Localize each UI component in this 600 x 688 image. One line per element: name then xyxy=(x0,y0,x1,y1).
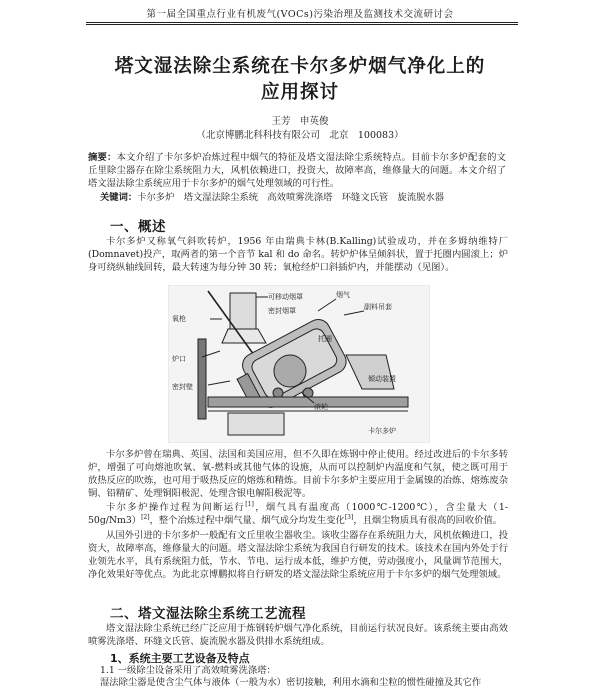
section-1-paragraph-2: 卡尔多炉曾在瑞典、英国、法国和美国应用，但不久即在炼钢中停止使用。经过改进后的卡尔多转炉，增强了可向熔池吹氧、氧-燃料或其他气体的设施，从而可以控制炉内温度和气氛，使之既可用于放热反应的吹炼，也可用于吸热反应的熔炼和精炼。目前卡尔多炉主要应用于金属镍的冶炼、熔炼废杂铜、铅精矿、处理铜阳极泥、处理含银电解阳极泥等。 xyxy=(88,449,508,499)
section-1-paragraph-3 xyxy=(88,501,508,527)
callout-sealing-wall: 密封壁 xyxy=(172,383,193,391)
paper-title-line-2: 应用探讨 xyxy=(260,82,339,103)
callout-furnace-mouth: 炉口 xyxy=(172,355,186,363)
callout-flue-gas: 烟气 xyxy=(336,291,350,299)
abstract-label: 摘要： xyxy=(88,152,117,163)
section-1-paragraph-4: 从国外引进的卡尔多炉一般配有文丘里收尘器收尘。该收尘器存在系统阻力大，风机依赖进口，投资大，故障率高，维修量大的问题。塔文湿法除尘系统为我国自行研发的技术。该技术在国内外处于行业领先水平，具有系统阻力低，节水、节电、运行成本低，维护方便，劳动强度小，风量调节范围大，净化效果好等优点。为此北京博鹏拟将自行研发的塔文湿法除尘系统应用于卡尔多炉的烟气处理领域。 xyxy=(88,530,508,580)
paper-title-line-1: 塔文湿法除尘系统在卡尔多炉烟气净化上的 xyxy=(114,56,486,77)
header-rule-double xyxy=(86,24,518,25)
authors: 王芳 申英俊 xyxy=(271,116,329,127)
header-rule xyxy=(86,22,518,23)
p3-text-b: ，烟气具有温度高（1000℃-1200℃），含尘量大（1-50g/Nm3） xyxy=(88,502,508,526)
kaldo-furnace-diagram xyxy=(168,285,430,443)
p3-text-a: 卡尔多炉操作过程为间断运行 xyxy=(106,502,246,513)
figure-caption: 卡尔多炉 xyxy=(368,427,396,435)
subsection-1-heading: 1、系统主要工艺设备及特点 xyxy=(110,652,250,665)
citation-3: [3] xyxy=(344,513,354,521)
callout-sealed-hood: 密封烟罩 xyxy=(268,307,296,315)
callout-oxygen-lance: 氧枪 xyxy=(172,315,186,323)
keywords-label: 关键词： xyxy=(100,192,138,203)
citation-1: [1] xyxy=(245,500,254,508)
section-2-paragraph-1: 塔文湿法除尘系统已经广泛应用于炼钢转炉烟气净化系统，目前运行状况良好。该系统主要由高效喷雾洗涤塔、环缝文氏管、旋流脱水器及供排水系统组成。 xyxy=(88,623,508,647)
abstract-text: 本文介绍了卡尔多炉冶炼过程中烟气的特征及塔文湿法除尘系统特点。目前卡尔多炉配套的文丘里除尘器存在除尘系统阻力大，风机依赖进口，投资大，故障率高，维修量大的问题。本文介绍了塔文湿法除尘系统应用于卡尔多炉的烟气处理领域的可行性。 xyxy=(88,152,506,189)
callout-tilting-device: 倾动装置 xyxy=(368,375,396,383)
item-1-1-text: 湿法除尘器是使含尘气体与液体（一般为水）密切接触，利用水滴和尘粒的惯性碰撞及其它作 xyxy=(100,677,482,688)
section-1-paragraph-1: 卡尔多炉又称氧气斜吹转炉，1956 年由瑞典卡林(B.Kalling)试验成功，并在多姆纳维特厂(Domnavet)投产，取两者的第一个音节 kal 和 do 命名。转炉炉体呈倾斜状，置于托圈内圆滚上；炉身可绕纵轴线回转，最大转速为每分钟 30 转；氧枪经炉口斜插炉内，并能摆动（见图）。 xyxy=(88,236,508,273)
p3-text-c: ，整个冶炼过程中烟气量、烟气成分均发生变化 xyxy=(149,515,345,526)
p3-text-d: ，且烟尘物质具有很高的回收价值。 xyxy=(353,515,503,526)
section-1-heading: 一、概述 xyxy=(110,219,166,235)
section-2-heading: 二、塔文湿法除尘系统工艺流程 xyxy=(110,606,306,622)
keywords-text: 卡尔多炉 塔文湿法除尘系统 高效喷雾洗涤塔 环缝文氏管 旋流脱水器 xyxy=(137,192,445,203)
running-head: 第一届全国重点行业有机废气(VOCs)污染治理及监测技术交流研讨会 xyxy=(146,9,454,20)
citation-2: [2] xyxy=(141,513,150,521)
keywords xyxy=(100,191,520,204)
callout-trunnion-ring: 托圈 xyxy=(318,335,332,343)
item-1-1-heading: 1.1 一级除尘设备采用了高效喷雾洗涤塔： xyxy=(100,665,276,676)
affiliation: （北京博鹏北科科技有限公司 北京 100083） xyxy=(196,130,404,141)
abstract xyxy=(88,151,506,190)
kaldo-furnace-figure xyxy=(168,285,430,443)
callout-auxiliary-hanger: 副料吊套 xyxy=(364,303,392,311)
callout-movable-hood: 可移动烟罩 xyxy=(268,293,303,301)
callout-rollers: 滚轮 xyxy=(314,403,328,411)
